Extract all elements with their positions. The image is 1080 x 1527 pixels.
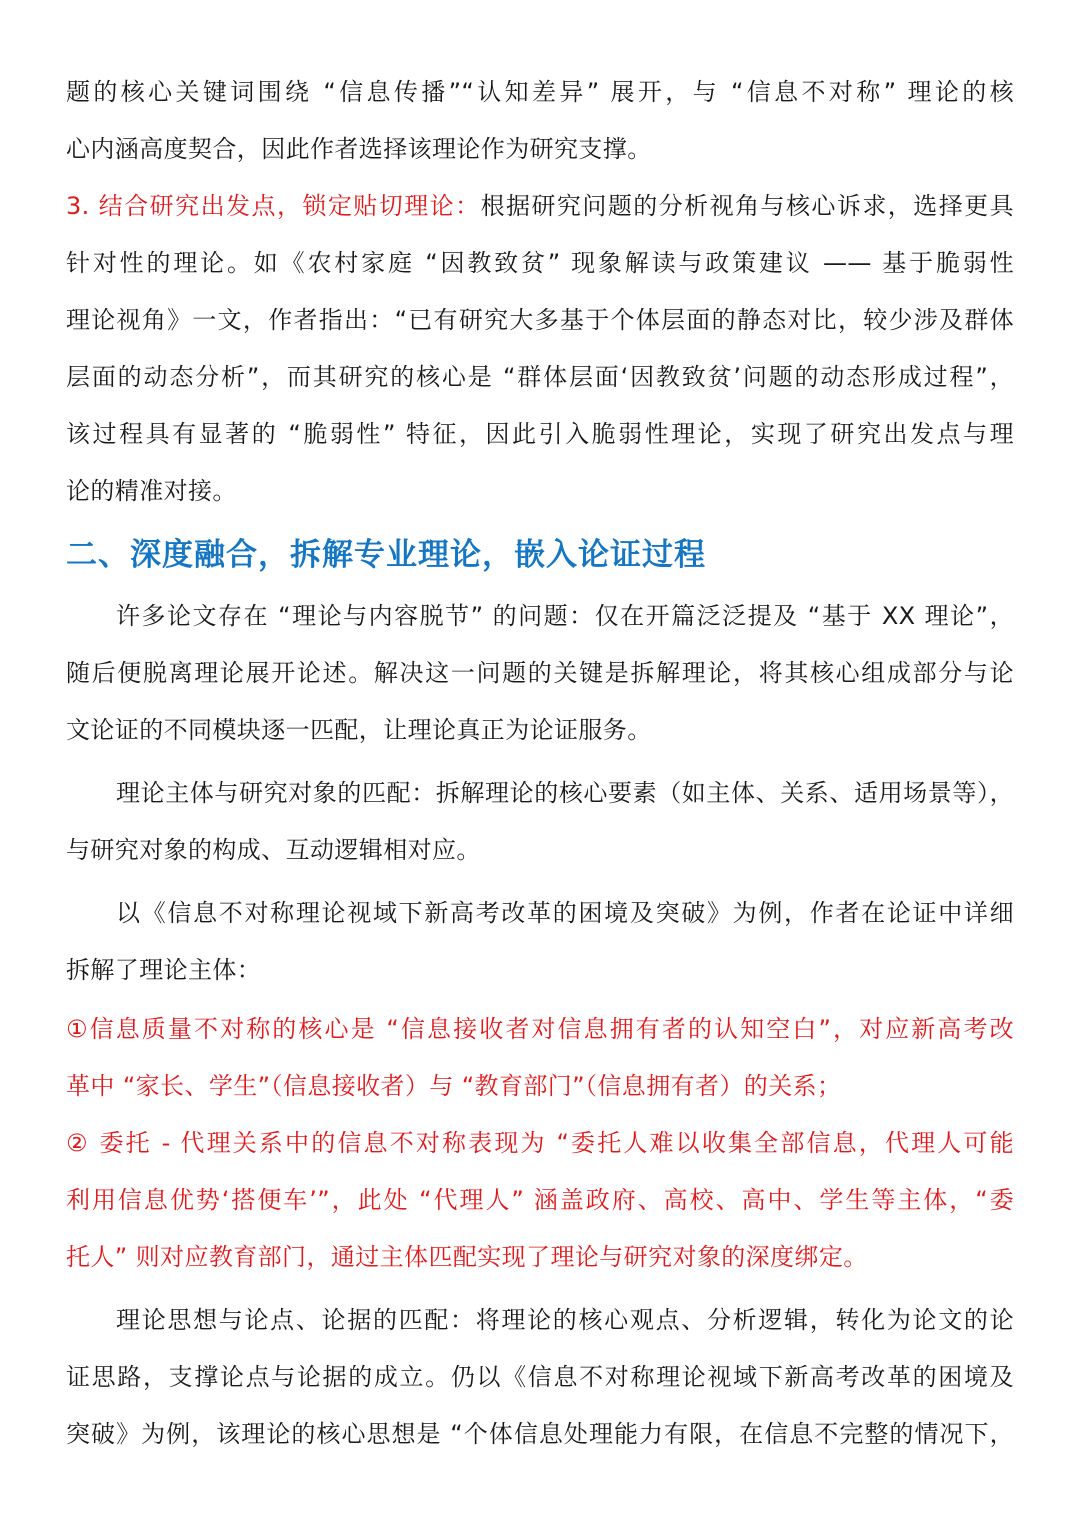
section-heading: 二、深度融合，拆解专业理论，嵌入论证过程 bbox=[66, 537, 706, 573]
paragraph-point-3 bbox=[66, 178, 1014, 520]
text-line bbox=[66, 178, 1014, 235]
text-line: 心内涵高度契合，因此作者选择该理论作为研究支撑。 bbox=[66, 135, 652, 163]
text-line: 拆解了理论主体： bbox=[66, 956, 262, 984]
paragraph-red-point-2 bbox=[66, 1115, 1014, 1286]
paragraph bbox=[66, 765, 1014, 879]
text-line: 革中 “家长、学生”（信息接收者）与 “教育部门”（信息拥有者）的关系； bbox=[66, 1072, 842, 1100]
text-line: 题的核心关键词围绕 “信息传播”“认知差异” 展开，与 “信息不对称” 理论的核 bbox=[66, 78, 1014, 106]
text-line: 该过程具有显著的 “脆弱性” 特征，因此引入脆弱性理论，实现了研究出发点与理 bbox=[66, 420, 1014, 448]
text-line: 与研究对象的构成、互动逻辑相对应。 bbox=[66, 836, 481, 864]
text-line: 论的精准对接。 bbox=[66, 477, 237, 505]
text-line: 证思路，支撑论点与论据的成立。仍以《信息不对称理论视域下新高考改革的困境及 bbox=[66, 1363, 1014, 1391]
text-line: 许多论文存在 “理论与内容脱节” 的问题：仅在开篇泛泛提及 “基于 XX 理论”， bbox=[116, 602, 1014, 630]
document-page bbox=[66, 64, 1014, 1463]
text-line: 突破》为例，该理论的核心思想是 “个体信息处理能力有限，在信息不完整的情况下， bbox=[66, 1420, 1014, 1448]
text-line: 托人” 则对应教育部门，通过主体匹配实现了理论与研究对象的深度绑定。 bbox=[66, 1243, 868, 1271]
text-line: 以《信息不对称理论视域下新高考改革的困境及突破》为例，作者在论证中详细 bbox=[116, 899, 1014, 927]
paragraph bbox=[66, 1292, 1014, 1463]
text-line: 文论证的不同模块逐一匹配，让理论真正为论证服务。 bbox=[66, 716, 652, 744]
text-line: 理论视角》一文，作者指出：“已有研究大多基于个体层面的静态对比，较少涉及群体 bbox=[66, 306, 1014, 334]
text-line: 利用信息优势‘搭便车’”，此处 “代理人” 涵盖政府、高校、高中、学生等主体，“委 bbox=[66, 1186, 1014, 1214]
point-3-lead: 3. 结合研究出发点，锁定贴切理论： bbox=[66, 192, 481, 220]
paragraph bbox=[66, 588, 1014, 759]
text-line: 随后便脱离理论展开论述。解决这一问题的关键是拆解理论，将其核心组成部分与论 bbox=[66, 659, 1014, 687]
paragraph bbox=[66, 885, 1014, 999]
paragraph-continued bbox=[66, 64, 1014, 178]
text-line: 层面的动态分析”，而其研究的核心是 “群体层面‘因教致贫’问题的动态形成过程”， bbox=[66, 363, 1014, 391]
paragraph-red-point-1 bbox=[66, 1001, 1014, 1115]
text-line: ①信息质量不对称的核心是 “信息接收者对信息拥有者的认知空白”，对应新高考改 bbox=[66, 1015, 1014, 1043]
text-line: 理论思想与论点、论据的匹配：将理论的核心观点、分析逻辑，转化为论文的论 bbox=[116, 1306, 1014, 1334]
text-line: 针对性的理论。如《农村家庭 “因教致贫” 现象解读与政策建议 —— 基于脆弱性 bbox=[66, 249, 1014, 277]
text-line: ② 委托 - 代理关系中的信息不对称表现为 “委托人难以收集全部信息，代理人可能 bbox=[66, 1129, 1014, 1157]
point-3-text: 根据研究问题的分析视角与核心诉求，选择更具 bbox=[480, 192, 1014, 220]
text-line: 理论主体与研究对象的匹配：拆解理论的核心要素（如主体、关系、适用场景等）， bbox=[116, 779, 1014, 807]
